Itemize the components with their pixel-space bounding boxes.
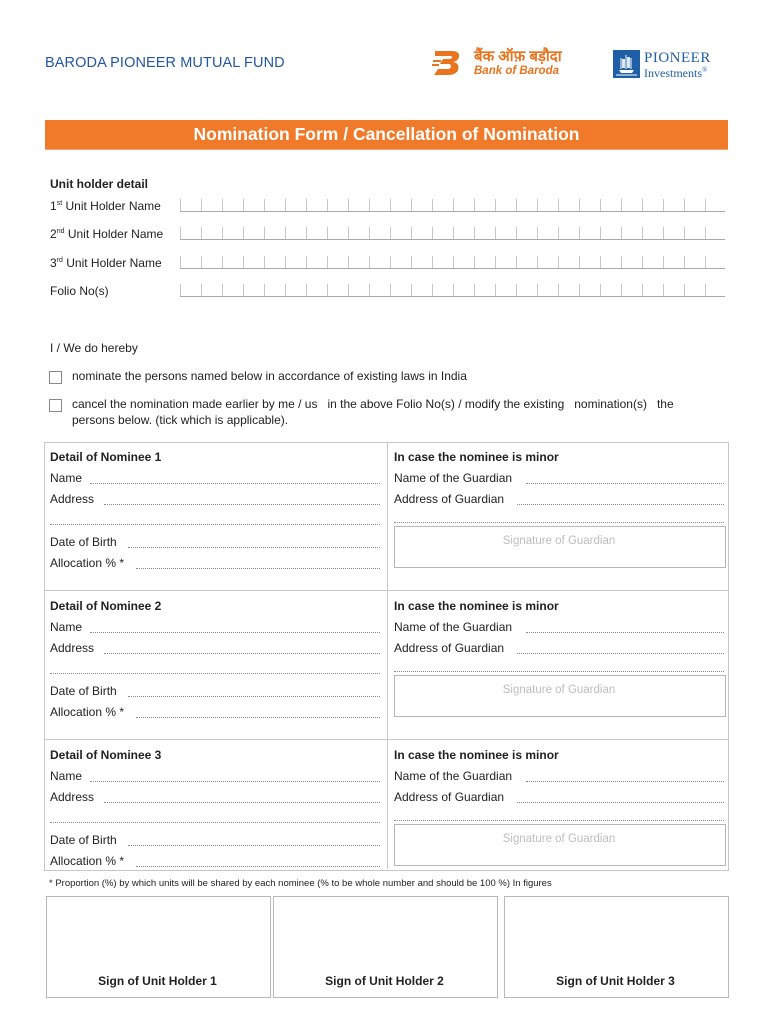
second-holder-name-input[interactable] <box>180 227 725 240</box>
guardian-address-label: Address of Guardian <box>394 641 505 655</box>
guardian-address-field[interactable] <box>517 802 724 803</box>
nominee-name-label: Name <box>50 620 83 634</box>
nominee-address-field-2[interactable] <box>50 524 380 525</box>
bank-of-baroda-logo-icon <box>432 47 462 77</box>
guardian-name-label: Name of the Guardian <box>394 769 513 783</box>
guardian-signature-label: Signature of Guardian <box>502 684 616 696</box>
nominee-allocation-label: Allocation % * <box>50 705 125 719</box>
nominee-name-label: Name <box>50 471 83 485</box>
guardian-signature-box[interactable] <box>394 824 726 866</box>
cancel-option-text-cont: persons below. (tick which is applicable). <box>72 413 289 427</box>
guardian-address-field[interactable] <box>517 653 724 654</box>
minor-heading: In case the nominee is minor <box>394 748 559 762</box>
guardian-address-label: Address of Guardian <box>394 790 505 804</box>
guardian-name-field[interactable] <box>526 483 724 484</box>
nominee-separator-2 <box>45 739 728 740</box>
nominee-address-field[interactable] <box>104 504 380 505</box>
unit-holder-1-signature-label: Sign of Unit Holder 1 <box>98 974 217 988</box>
guardian-name-field[interactable] <box>526 781 724 782</box>
declaration-intro: I / We do hereby <box>50 341 138 355</box>
third-holder-name-input[interactable] <box>180 256 725 269</box>
guardian-signature-box[interactable] <box>394 526 726 568</box>
nominee-heading: Detail of Nominee 3 <box>50 748 162 762</box>
nominee-dob-field[interactable] <box>128 845 380 846</box>
nominee-allocation-field[interactable] <box>136 717 380 718</box>
guardian-signature-label: Signature of Guardian <box>502 535 616 547</box>
nominee-address-field[interactable] <box>104 802 380 803</box>
pioneer-ship-logo-icon <box>613 50 640 78</box>
first-holder-label: 1st Unit Holder Name <box>50 199 161 213</box>
guardian-address-field[interactable] <box>517 504 724 505</box>
unit-holder-2-signature-label: Sign of Unit Holder 2 <box>325 974 444 988</box>
guardian-address-label: Address of Guardian <box>394 492 505 506</box>
guardian-signature-label: Signature of Guardian <box>502 833 616 845</box>
second-holder-label: 2nd Unit Holder Name <box>50 227 164 241</box>
minor-heading: In case the nominee is minor <box>394 450 559 464</box>
nominee-address-label: Address <box>50 790 95 804</box>
guardian-name-field[interactable] <box>526 632 724 633</box>
form-title: Nomination Form / Cancellation of Nomination <box>45 120 728 149</box>
nominee-heading: Detail of Nominee 1 <box>50 450 162 464</box>
nominee-dob-field[interactable] <box>128 696 380 697</box>
nominee-dob-field[interactable] <box>128 547 380 548</box>
cancel-checkbox[interactable] <box>49 399 62 412</box>
nominate-checkbox[interactable] <box>49 371 62 384</box>
nominee-allocation-field[interactable] <box>136 568 380 569</box>
guardian-name-label: Name of the Guardian <box>394 471 513 485</box>
guardian-address-field-2[interactable] <box>394 522 724 523</box>
guardian-signature-box[interactable] <box>394 675 726 717</box>
unit-holder-heading: Unit holder detail <box>50 177 149 191</box>
nominate-option-text: nominate the persons named below in accordance of existing laws in India <box>72 369 467 383</box>
bob-hindi-name: बैंक ऑफ़ बड़ौदा <box>474 48 562 65</box>
nominee-separator-1 <box>45 590 728 591</box>
nominee-address-label: Address <box>50 641 95 655</box>
nominee-address-label: Address <box>50 492 95 506</box>
folio-input[interactable] <box>180 284 725 297</box>
nominee-allocation-label: Allocation % * <box>50 556 125 570</box>
minor-heading: In case the nominee is minor <box>394 599 559 613</box>
guardian-address-field-2[interactable] <box>394 820 724 821</box>
title-underline <box>45 149 728 150</box>
folio-label: Folio No(s) <box>50 284 109 298</box>
nominee-name-field[interactable] <box>90 781 380 782</box>
nominee-dob-label: Date of Birth <box>50 833 117 847</box>
first-holder-name-input[interactable] <box>180 199 725 212</box>
nominee-name-field[interactable] <box>90 483 380 484</box>
pioneer-sub: Investments® <box>644 66 708 80</box>
nominee-address-field-2[interactable] <box>50 673 380 674</box>
pioneer-name: PIONEER <box>644 50 711 66</box>
nominee-dob-label: Date of Birth <box>50 684 117 698</box>
third-holder-label: 3rd Unit Holder Name <box>50 256 162 270</box>
nominee-address-field-2[interactable] <box>50 822 380 823</box>
nominee-heading: Detail of Nominee 2 <box>50 599 162 613</box>
cancel-option-text: cancel the nomination made earlier by me / us in the above Folio No(s) / modify the existing nomination(s) the <box>72 397 674 411</box>
bob-english-name: Bank of Baroda <box>474 65 559 77</box>
unit-holder-3-signature-label: Sign of Unit Holder 3 <box>556 974 675 988</box>
nominee-name-label: Name <box>50 769 83 783</box>
allocation-footnote: * Proportion (%) by which units will be shared by each nominee (% to be whole number and should be 100 %) In figures <box>49 878 552 889</box>
nominee-allocation-label: Allocation % * <box>50 854 125 868</box>
nominee-column-divider <box>387 443 388 869</box>
nominee-address-field[interactable] <box>104 653 380 654</box>
nominee-dob-label: Date of Birth <box>50 535 117 549</box>
fund-name: BARODA PIONEER MUTUAL FUND <box>45 55 285 71</box>
nominee-name-field[interactable] <box>90 632 380 633</box>
nominee-allocation-field[interactable] <box>136 866 380 867</box>
guardian-name-label: Name of the Guardian <box>394 620 513 634</box>
guardian-address-field-2[interactable] <box>394 671 724 672</box>
